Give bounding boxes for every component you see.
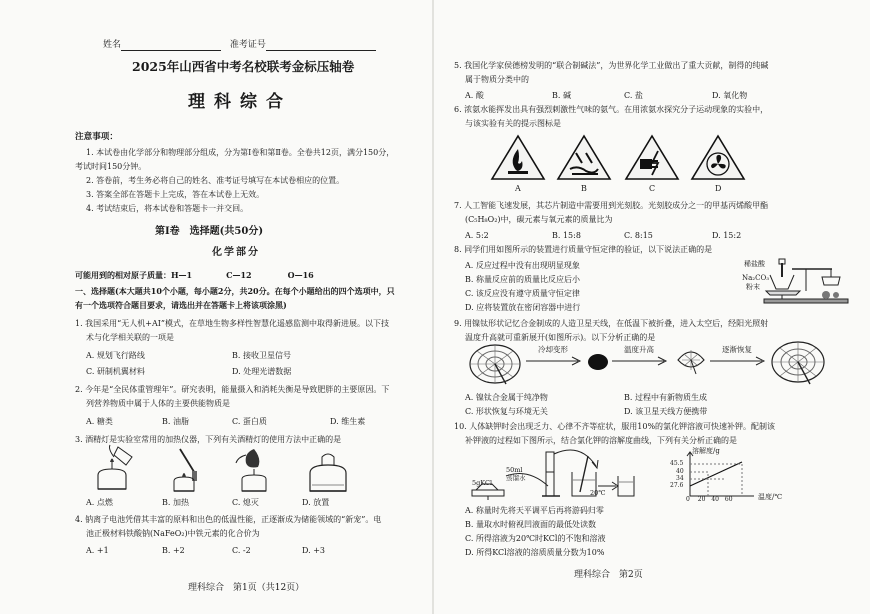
exam-title: 2025年山西省中考名校联考金标压轴卷 (132, 59, 355, 74)
q1-stem: 术与化学相关联的一项是 (86, 333, 174, 342)
q8-option-a: A. 反应过程中没有出现明显现象 (465, 261, 580, 270)
q1-stem: 1. 我国采用“无人机+AI”模式，在草地生物多样性智慧化遥感监测中取得新进展。以下技 (75, 319, 389, 328)
q7-option-a: A. 5:2 (465, 231, 489, 240)
q10-graph-ylabel: 溶解度/g (692, 447, 720, 455)
q9-option-c: C. 形状恢复与环境无关 (465, 407, 548, 416)
q5-option-a: A. 酸 (465, 91, 484, 100)
q3-option-d: D. 放置 (302, 498, 330, 507)
q7-option-b: B. 15:8 (552, 231, 581, 240)
q9-option-d: D. 该卫星天线方便携带 (624, 407, 708, 416)
q4-option-b: B. +2 (162, 546, 185, 555)
q6-stem: 与该实验有关的提示图标是 (465, 119, 561, 128)
q10-label-kcl: 5gKCl (472, 479, 493, 487)
q7-stem: 7. 人工智能飞速发展，其芯片制造中需要用到光刻胶。光刻胶成分之一的甲基丙烯酸甲酯 (454, 201, 769, 210)
exam-number-label: 准考证号 (229, 40, 266, 50)
satellite-dish-unfolded-figure (468, 342, 522, 386)
kcl-solution-preparation-figure (470, 446, 634, 502)
q4-stem: 池正极材料铁酸钠(NaFeO₂)中铁元素的化合价为 (86, 529, 260, 538)
q8-option-c: C. 该反应没有遵守质量守恒定律 (465, 289, 580, 298)
section-intro: 有一个选项符合题目要求，请选出并在答题卡上将该项涂黑) (75, 300, 287, 310)
flammable-warning-icon (490, 133, 546, 181)
q3-option-b: B. 加热 (162, 498, 189, 507)
arrow-right-icon (710, 356, 768, 366)
q2-stem: 列营养物质中属于人体的主要供能物质是 (86, 399, 230, 408)
name-blank (121, 41, 221, 51)
q10-graph-xticks: 0 20 40 60 (686, 496, 733, 503)
corrosive-warning-icon (556, 133, 612, 181)
q7-stem: (C₅H₈O₂)中，碳元素与氧元素的质量比为 (465, 215, 613, 224)
atomic-mass: 可能用到的相对原子质量：H—1 C—12 O—16 (75, 270, 314, 280)
q2-option-d: D. 维生素 (330, 417, 366, 426)
ventilation-fan-icon (690, 133, 746, 181)
q7-option-c: C. 8:15 (624, 231, 653, 240)
q9-option-a: A. 镍钛合金属于纯净物 (465, 393, 548, 402)
satellite-dish-restored-figure (770, 340, 826, 386)
q5-stem: 5. 我国化学家侯德榜发明的“联合制碱法”，为世界化学工业做出了重大贡献，制得的纯碱 (454, 61, 769, 70)
q10-stem: 10. 人体缺钾时会出现乏力、心律不齐等症状，服用10%的氯化钾溶液可快速补钾。配制该 (454, 422, 776, 431)
q4-option-a: A. +1 (86, 546, 109, 555)
q3-option-c: C. 熄灭 (232, 498, 259, 507)
name-field (103, 40, 376, 51)
notice-line: 2. 答卷前，考生务必将自己的姓名、准考证号填写在本试卷相应的位置。 (86, 176, 345, 185)
electricity-warning-icon (624, 133, 680, 181)
notice-heading: 注意事项： (75, 132, 118, 142)
q10-graph-xlabel: 温度/℃ (758, 493, 783, 501)
q8-label-hcl: 稀盐酸 (744, 260, 765, 268)
q1-option-b: B. 接收卫星信号 (232, 351, 291, 360)
notice-line: 考试时间150分钟。 (75, 162, 147, 171)
q10-label-water: 蒸馏水 (506, 474, 526, 482)
q10-graph-ytick: 45.5 (670, 460, 684, 467)
q2-option-c: C. 蛋白质 (232, 417, 267, 426)
q6-label-b: B (581, 184, 587, 193)
alcohol-lamp-heating-figure (162, 445, 212, 495)
q2-stem: 2. 今年是“全民体重管理年”。研究表明，能量摄入和消耗失衡是导致肥胖的主要原因。下 (75, 385, 390, 394)
q9-arrow-recover: 逐渐恢复 (722, 345, 752, 354)
q3-stem: 3. 酒精灯是实验室常用的加热仪器，下列有关酒精灯的使用方法中正确的是 (75, 435, 342, 444)
exam-page-1 (0, 0, 432, 614)
arrow-right-icon (612, 356, 670, 366)
q6-label-a: A (515, 184, 521, 193)
q10-option-b: B. 量取水时俯视凹液面的最低处读数 (465, 520, 596, 529)
q10-label-temp: 20℃ (590, 489, 606, 497)
q6-stem: 6. 浓氨水能挥发出具有强烈刺激性气味的氨气。在用浓氨水探究分子运动现象的实验中， (454, 105, 769, 114)
alcohol-lamp-lighting-figure (88, 445, 138, 495)
q9-stem: 9. 用镍钛形状记忆合金制成的人造卫星天线，在低温下被折叠，进入太空后，经阳光照射 (454, 319, 769, 328)
q8-stem: 8. 同学们用如图所示的装置进行质量守恒定律的验证，以下说法正确的是 (454, 245, 713, 254)
q10-graph-ytick: 40 (676, 468, 684, 475)
q9-arrow-cool: 冷却变形 (538, 345, 568, 354)
q6-label-c: C (649, 184, 656, 193)
q8-label-na2co3: Na₂CO₃ (742, 274, 770, 282)
q5-stem: 属于物质分类中的 (465, 75, 529, 84)
subject-title: 理科综合 (188, 92, 292, 112)
q8-option-b: B. 称量反应前的质量比反应后小 (465, 275, 580, 284)
q6-label-d: D (715, 184, 722, 193)
antenna-half-open-figure (674, 346, 708, 376)
q5-option-c: C. 盐 (624, 91, 643, 100)
q4-option-c: C. -2 (232, 546, 251, 555)
section-intro: 一、选择题(本大题共10个小题，每小题2分，共20分。在每个小题给出的四个选项中，只 (75, 286, 395, 296)
notice-line: 4. 考试结束后，将本试卷和答题卡一并交回。 (86, 204, 249, 213)
kcl-solubility-curve-figure (686, 452, 756, 502)
arrow-right-icon (526, 356, 584, 366)
alcohol-lamp-extinguish-figure (232, 445, 282, 495)
exam-number-blank (266, 41, 376, 51)
q9-arrow-heat: 温度升高 (624, 345, 654, 354)
q2-option-b: B. 油脂 (162, 417, 189, 426)
q9-option-b: B. 过程中有新物质生成 (624, 393, 707, 402)
q1-option-a: A. 规划飞行路线 (86, 351, 145, 360)
q8-label-powder: 粉末 (746, 283, 760, 291)
q7-option-d: D. 15:2 (712, 231, 742, 240)
q4-stem: 4. 钠离子电池凭借其丰富的原料和出色的低温性能，正逐渐成为储能领域的“新宠”。电 (75, 515, 382, 524)
page-footer-left: 理科综合 第1页（共12页） (188, 583, 305, 593)
q4-option-d: D. +3 (302, 546, 326, 555)
folded-antenna-figure (586, 352, 610, 372)
chem-title: 化学部分 (212, 247, 260, 258)
q10-option-a: A. 称量时先将天平调平后再将游码归零 (465, 506, 604, 515)
notice-line: 1. 本试卷由化学部分和物理部分组成，分为第Ⅰ卷和第Ⅱ卷。全卷共12页，满分150分， (86, 148, 395, 157)
q1-option-d: D. 处理光谱数据 (232, 367, 292, 376)
q10-option-c: C. 所得溶液为20℃时KCl的不饱和溶液 (465, 534, 606, 543)
exam-page-2 (434, 0, 870, 614)
q10-label-volume: 50ml (506, 466, 523, 474)
name-label: 姓名 (103, 40, 122, 50)
q2-option-a: A. 糖类 (86, 417, 113, 426)
page-footer-right: 理科综合 第2页 (574, 570, 643, 580)
q10-graph-ytick: 34 (676, 475, 684, 482)
q1-option-c: C. 研制机翼材料 (86, 367, 145, 376)
q10-option-d: D. 所得KCl溶液的溶质质量分数为10% (465, 548, 605, 557)
q5-option-d: D. 氧化物 (712, 91, 748, 100)
part1-title: 第Ⅰ卷 选择题(共50分) (155, 226, 264, 237)
q9-stem: 温度升高就可重新展开(如图所示)。以下分析正确的是 (465, 333, 656, 342)
balance-apparatus-figure (762, 255, 848, 305)
q10-stem: 补钾液的过程如下图所示，结合氯化钾的溶解度曲线，下列有关分析正确的是 (465, 436, 737, 445)
notice-line: 3. 答案全部在答题卡上完成，答在本试卷上无效。 (86, 190, 265, 199)
q8-option-d: D. 应将装置放在密闭容器中进行 (465, 303, 581, 312)
alcohol-lamp-storage-figure (302, 445, 352, 495)
q10-graph-ytick: 27.6 (670, 482, 684, 489)
q3-option-a: A. 点燃 (86, 498, 113, 507)
q5-option-b: B. 碱 (552, 91, 571, 100)
